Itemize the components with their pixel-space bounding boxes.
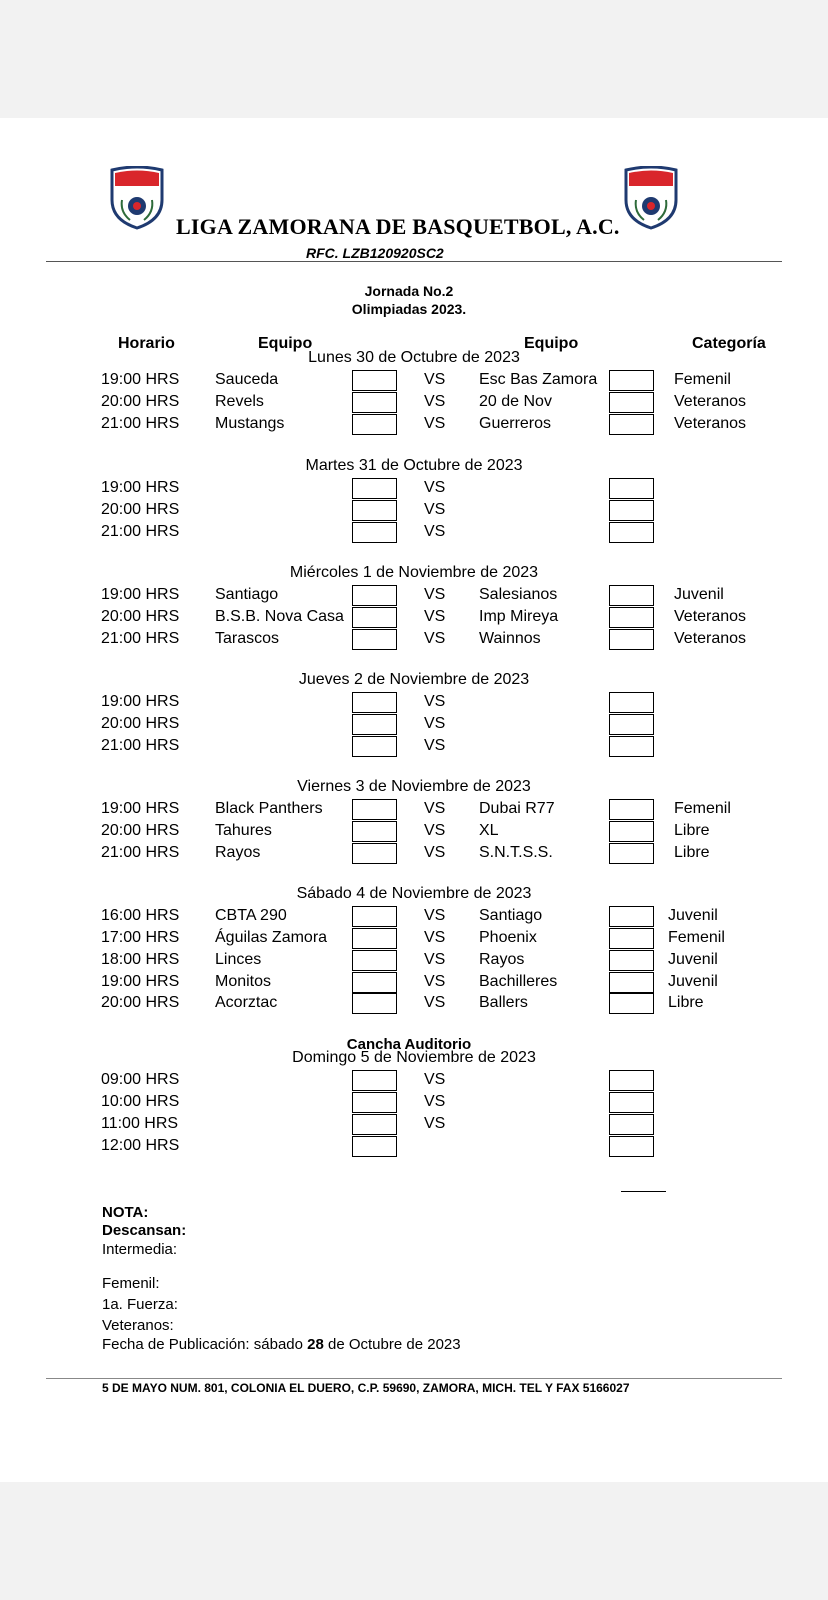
- away-score-box: [609, 414, 654, 435]
- veteranos-label: Veteranos:: [102, 1317, 174, 1334]
- game-time: 19:00 HRS: [101, 586, 180, 603]
- away-score-box: [609, 950, 654, 971]
- femenil-label: Femenil:: [102, 1275, 160, 1292]
- home-team: Mustangs: [215, 415, 285, 432]
- away-score-box: [609, 972, 654, 993]
- day-title: Lunes 30 de Octubre de 2023: [308, 349, 520, 366]
- away-team: Phoenix: [479, 929, 537, 946]
- away-score-box: [609, 370, 654, 391]
- away-score-box: [609, 906, 654, 927]
- publication-date: [102, 1336, 461, 1353]
- away-team: Guerreros: [479, 415, 552, 432]
- home-team: B.S.B. Nova Casa: [215, 608, 344, 625]
- game-time: 19:00 HRS: [101, 800, 180, 817]
- home-score-box: [352, 370, 397, 391]
- game-time: 12:00 HRS: [101, 1137, 180, 1154]
- away-score-box: [609, 478, 654, 499]
- intermedia-label: Intermedia:: [102, 1241, 178, 1258]
- away-score-box: [609, 799, 654, 820]
- away-team: S.N.T.S.S.: [479, 844, 553, 861]
- league-logo-right-icon: [622, 166, 680, 230]
- game-time: 09:00 HRS: [101, 1071, 180, 1088]
- vs-label: VS: [424, 630, 446, 647]
- home-score-box: [352, 478, 397, 499]
- away-team: Bachilleres: [479, 973, 558, 990]
- home-score-box: [352, 414, 397, 435]
- home-team: Acorztac: [215, 994, 278, 1011]
- game-time: 21:00 HRS: [101, 523, 180, 540]
- home-team: Linces: [215, 951, 262, 968]
- away-team: Imp Mireya: [479, 608, 559, 625]
- home-score-box: [352, 1070, 397, 1091]
- game-time: 21:00 HRS: [101, 415, 180, 432]
- home-score-box: [352, 993, 397, 1014]
- vs-label: VS: [424, 586, 446, 603]
- away-score-box: [609, 1114, 654, 1135]
- away-score-box: [609, 392, 654, 413]
- away-score-box: [609, 585, 654, 606]
- vs-label: VS: [424, 800, 446, 817]
- game-time: 21:00 HRS: [101, 844, 180, 861]
- home-score-box: [352, 714, 397, 735]
- away-team: Ballers: [479, 994, 528, 1011]
- away-team: Wainnos: [479, 630, 541, 647]
- game-time: 20:00 HRS: [101, 501, 180, 518]
- game-time: 20:00 HRS: [101, 715, 180, 732]
- home-score-box: [352, 950, 397, 971]
- league-logo-left-icon: [108, 166, 166, 230]
- home-team: Rayos: [215, 844, 261, 861]
- away-score-box: [609, 821, 654, 842]
- game-time: 19:00 HRS: [101, 371, 180, 388]
- game-time: 21:00 HRS: [101, 737, 180, 754]
- game-category: Libre: [674, 822, 710, 839]
- vs-label: VS: [424, 907, 446, 924]
- score-underline: [621, 1191, 666, 1192]
- away-score-box: [609, 629, 654, 650]
- home-score-box: [352, 392, 397, 413]
- home-score-box: [352, 522, 397, 543]
- primera-fuerza-label: 1a. Fuerza:: [102, 1296, 178, 1313]
- descansan-label: Descansan:: [102, 1222, 187, 1239]
- home-team: Águilas Zamora: [215, 929, 328, 946]
- home-score-box: [352, 928, 397, 949]
- vs-label: VS: [424, 1115, 446, 1132]
- home-score-box: [352, 906, 397, 927]
- column-header-equipo-visitante: Equipo: [524, 335, 579, 352]
- schedule-document: [0, 118, 828, 1482]
- home-score-box: [352, 843, 397, 864]
- game-category: Femenil: [674, 800, 731, 817]
- home-team: Tarascos: [215, 630, 280, 647]
- league-name: LIGA ZAMORANA DE BASQUETBOL, A.C.: [176, 214, 620, 239]
- away-team: Rayos: [479, 951, 525, 968]
- publication-day: 28: [307, 1336, 324, 1353]
- game-time: 11:00 HRS: [101, 1115, 179, 1132]
- away-score-box: [609, 500, 654, 521]
- day-title: Miércoles 1 de Noviembre de 2023: [289, 564, 539, 581]
- away-team: Esc Bas Zamora: [479, 371, 598, 388]
- away-score-box: [609, 843, 654, 864]
- away-team: Salesianos: [479, 586, 558, 603]
- vs-label: VS: [424, 415, 446, 432]
- away-score-box: [609, 714, 654, 735]
- game-time: 19:00 HRS: [101, 973, 180, 990]
- home-team: CBTA 290: [215, 907, 287, 924]
- publication-prefix: Fecha de Publicación: sábado: [102, 1336, 308, 1353]
- away-score-box: [609, 928, 654, 949]
- away-score-box: [609, 736, 654, 757]
- game-category: Juvenil: [668, 973, 718, 990]
- game-time: 19:00 HRS: [101, 693, 180, 710]
- away-team: XL: [479, 822, 499, 839]
- away-score-box: [609, 607, 654, 628]
- home-score-box: [352, 585, 397, 606]
- vs-label: VS: [424, 929, 446, 946]
- home-score-box: [352, 1114, 397, 1135]
- day-title: Martes 31 de Octubre de 2023: [305, 457, 523, 474]
- vs-label: VS: [424, 608, 446, 625]
- home-score-box: [352, 799, 397, 820]
- home-team: Santiago: [215, 586, 279, 603]
- game-category: Veteranos: [674, 608, 747, 625]
- home-score-box: [352, 736, 397, 757]
- away-score-box: [609, 993, 654, 1014]
- away-team: 20 de Nov: [479, 393, 552, 410]
- game-category: Femenil: [674, 371, 731, 388]
- day-title: Jueves 2 de Noviembre de 2023: [298, 671, 530, 688]
- vs-label: VS: [424, 715, 446, 732]
- column-header-equipo-local: Equipo: [258, 335, 313, 352]
- day-title: Sábado 4 de Noviembre de 2023: [296, 885, 532, 902]
- home-score-box: [352, 692, 397, 713]
- column-header-horario: Horario: [118, 335, 175, 352]
- home-score-box: [352, 629, 397, 650]
- day-title: Domingo 5 de Noviembre de 2023: [292, 1049, 536, 1066]
- jornada-title: Jornada No.2: [364, 283, 454, 299]
- game-category: Veteranos: [674, 630, 747, 647]
- home-score-box: [352, 500, 397, 521]
- vs-label: VS: [424, 693, 446, 710]
- game-category: Juvenil: [668, 907, 718, 924]
- home-score-box: [352, 821, 397, 842]
- column-header-categoria: Categoría: [692, 335, 766, 352]
- header-divider: [46, 261, 782, 262]
- game-category: Juvenil: [674, 586, 724, 603]
- home-team: Revels: [215, 393, 264, 410]
- game-category: Femenil: [668, 929, 725, 946]
- vs-label: VS: [424, 1093, 446, 1110]
- home-score-box: [352, 972, 397, 993]
- game-category: Veteranos: [674, 415, 747, 432]
- vs-label: VS: [424, 523, 446, 540]
- home-score-box: [352, 1092, 397, 1113]
- game-time: 20:00 HRS: [101, 994, 180, 1011]
- vs-label: VS: [424, 994, 446, 1011]
- day-title: Viernes 3 de Noviembre de 2023: [297, 778, 531, 795]
- vs-label: VS: [424, 973, 446, 990]
- game-category: Libre: [668, 994, 704, 1011]
- vs-label: VS: [424, 737, 446, 754]
- game-category: Libre: [674, 844, 710, 861]
- event-title: Olimpiadas 2023.: [351, 301, 467, 317]
- rfc-number: RFC. LZB120920SC2: [306, 245, 444, 261]
- game-category: Juvenil: [668, 951, 718, 968]
- vs-label: VS: [424, 822, 446, 839]
- footer-divider: [46, 1378, 782, 1379]
- away-score-box: [609, 522, 654, 543]
- home-score-box: [352, 607, 397, 628]
- vs-label: VS: [424, 1071, 446, 1088]
- publication-suffix: de Octubre de 2023: [323, 1336, 461, 1353]
- away-score-box: [609, 1136, 654, 1157]
- game-time: 20:00 HRS: [101, 822, 180, 839]
- game-time: 17:00 HRS: [101, 929, 180, 946]
- away-score-box: [609, 1092, 654, 1113]
- venue-label: Cancha Auditorio: [346, 1036, 472, 1053]
- vs-label: VS: [424, 393, 446, 410]
- vs-label: VS: [424, 951, 446, 968]
- game-time: 16:00 HRS: [101, 907, 180, 924]
- away-team: Dubai R77: [479, 800, 555, 817]
- vs-label: VS: [424, 479, 446, 496]
- game-category: Veteranos: [674, 393, 747, 410]
- vs-label: VS: [424, 844, 446, 861]
- game-time: 20:00 HRS: [101, 608, 180, 625]
- nota-label: NOTA:: [102, 1204, 149, 1221]
- game-time: 18:00 HRS: [101, 951, 180, 968]
- game-time: 10:00 HRS: [101, 1093, 180, 1110]
- vs-label: VS: [424, 501, 446, 518]
- home-team: Tahures: [215, 822, 272, 839]
- game-time: 19:00 HRS: [101, 479, 180, 496]
- away-team: Santiago: [479, 907, 543, 924]
- vs-label: VS: [424, 371, 446, 388]
- home-team: Monitos: [215, 973, 272, 990]
- footer-address: 5 DE MAYO NUM. 801, COLONIA EL DUERO, C.P. 59690, ZAMORA, MICH. TEL Y FAX 5166027: [102, 1381, 630, 1395]
- home-team: Black Panthers: [215, 800, 323, 817]
- home-score-box: [352, 1136, 397, 1157]
- game-time: 20:00 HRS: [101, 393, 180, 410]
- game-time: 21:00 HRS: [101, 630, 180, 647]
- home-team: Sauceda: [215, 371, 279, 388]
- away-score-box: [609, 1070, 654, 1091]
- away-score-box: [609, 692, 654, 713]
